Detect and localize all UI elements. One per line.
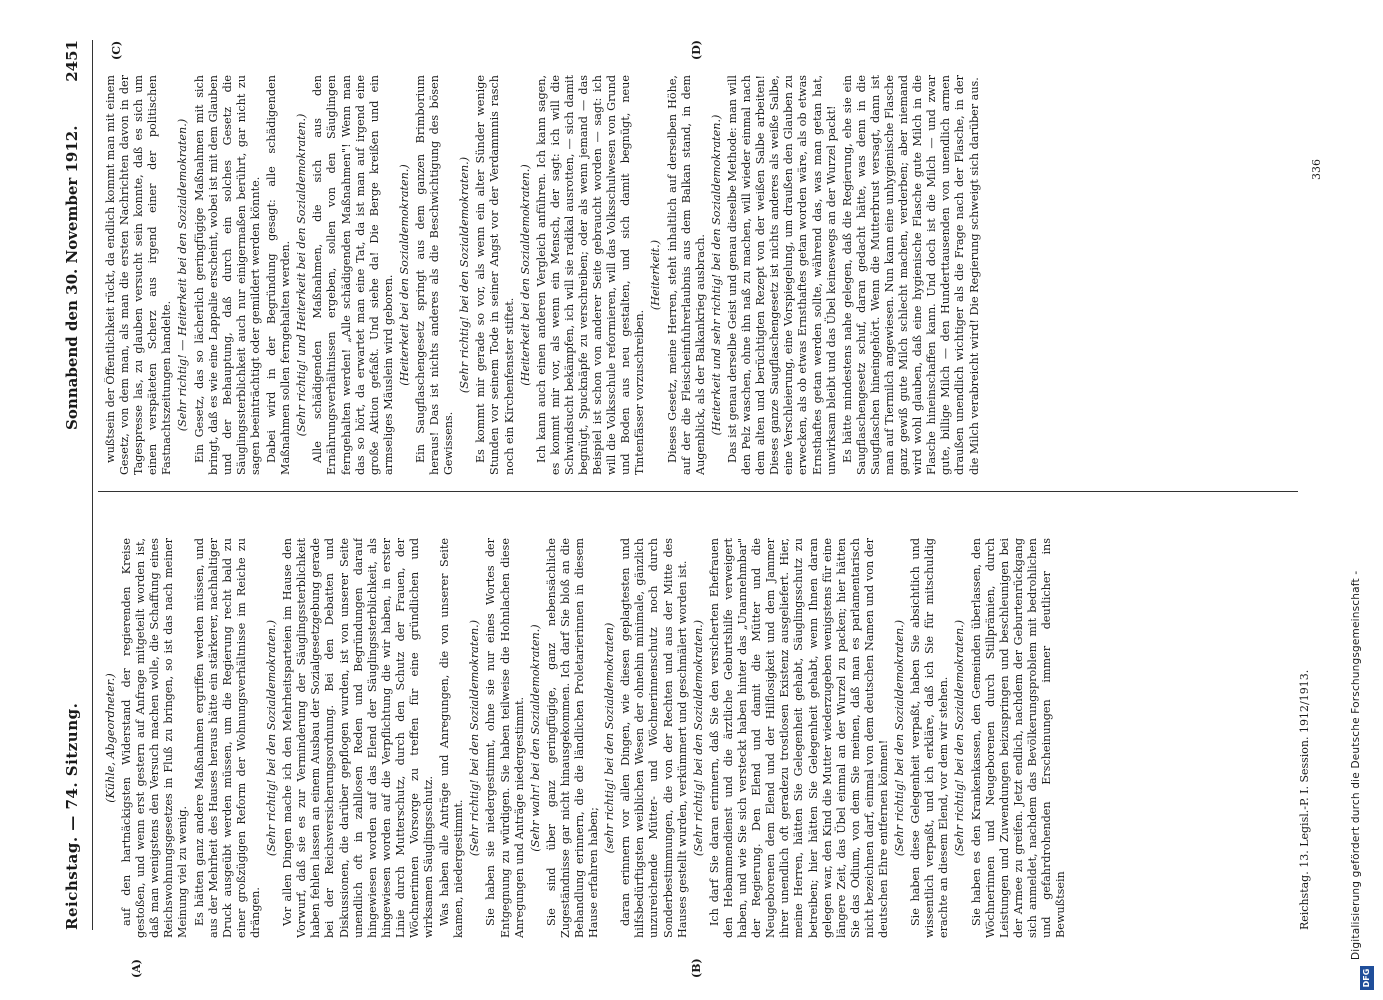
paragraph: Vor allen Dingen mache ich den Mehrheitsparteien im Hause den Vorwurf, daß sie es zur Verminderung der Säuglingssterblichkeit haben fehlen lassen an einem Ausbau der Sozialgesetzgebung gerade bei der Reichsversicherungsordnung. Bei den Debatten und Diskussionen, die darüber gepflogen wurden, ist von unserer Seite unendlich oft in zahllosen Reden und Begründungen darauf hingewiesen worden auf das Elend der Säuglingssterblichkeit, als hingewiesen worden auf die Verpflichtung die wir haben, in erster Linie durch Mutterschutz, durch den Schutz der Frauen, der Wöchnerinnen Vorsorge zu treffen für eine gründlichen und wirksamen Säuglingsschutz. (281, 538, 436, 938)
paragraph: (Sehr wahr! bei den Sozialdemokraten.) (528, 624, 542, 852)
header-right: Sonnabend den 30. November 1912. (63, 125, 81, 430)
paragraph: Sie haben diese Gelegenheit verpaßt, haben Sie absichtlich und wissentlich verpaßt, und ich erkläre, daß ich Sie für mitschuldig erachte an diesem Elend, vor dem wir stehen. (909, 538, 951, 938)
paragraph: Es hätten ganz andere Maßnahmen ergriffen werden müssen, und aus der Mehrheit des Hauses heraus hätte ein stärkerer, nachhaltiger Druck ausgeübt werden müssen, um die Regierung recht bald zu einer großzügigen Reform der Wohnungsverhältnisse im Reiche zu drängen. (192, 538, 262, 938)
digitization-note: Digitalisierung gefördert durch die Deutsche Forschungsgemeinschaft - (1350, 570, 1362, 960)
paragraph: Ich kann auch einen anderen Vergleich anführen. Ich kann sagen, es kommt mir vor, als wenn ein Mensch, der sagt: ich will die Schwindsucht bekämpfen, ich will sie radikal ausrotten, — sich damit begnügt, Spucknäpfe zu verschreiben; oder als wenn jemand — das Beispiel ist schon von anderer Seite gebraucht worden — sagt: ich will die Volksschule reformieren, will das Volksschulwesen von Grund und Boden aus neu gestalten, und sich damit begnügt, neue Tintenfässer vorzuschreiben. (534, 75, 647, 475)
paragraph: Was haben alle Anträge und Anregungen, die von unserer Seite kamen, niedergestimmt. (438, 538, 466, 938)
margin-marker-d: (D) (690, 40, 703, 60)
paragraph: Ich darf Sie daran erinnern, daß Sie den versicherten Ehefrauen den Hebammendienst und die ärztliche Geburtshilfe verweigert haben, und wie Sie sich versteckt haben hinter das „Unannehmbar" der Regierung. Den Elend und damit die Mütter und die Neugeborenen dem Elend und der Hilflosigkeit und dem Jammer ihrer unendlich oft geradezu trostlosen Existenz ausgeliefert. Hier, meine Herren, hätten Sie Gelegenheit gehabt, Säuglingsschutz zu betreiben; hier hätten Sie Gelegenheit gehabt, wenn Ihnen daran gelegen war, den Kind die Mutter wiederzugeben wenigstens für eine längere Zeit, das Übel einmal an der Wurzel zu packen; hier hätten Sie das Odium, von dem Sie meinen, daß man es parlamentarisch nicht bezeichnen darf, einmal von dem deutschen Namen und von der deutschen Ehre entfernen können! (707, 538, 890, 938)
margin-marker-a: (A) (130, 959, 143, 978)
header-rule (92, 40, 93, 930)
paragraph: (Sehr richtig! bei den Sozialdemokraten.) (893, 619, 907, 857)
paragraph: (Heiterkeit und sehr richtig! bei den Sozialdemokraten.) (709, 114, 723, 436)
paragraph: (Sehr richtig! bei den Sozialdemokraten.) (691, 619, 705, 857)
paragraph: Dieses Gesetz, meine Herren, steht inhaltlich auf derselben Höhe, auf der die Fleischeinfuhrerlaubnis aus dem Balkan stand, in dem Augenblick, als der Balkankrieg ausbrach. (665, 75, 707, 475)
paragraph: Das ist genau derselbe Geist und genau dieselbe Methode: man will den Pelz waschen, ohne ihn naß zu machen, will wieder einmal nach dem alten und berüchtigten Rezept von der weißen Salbe arbeiten! Dieses ganze Saugflaschengesetz ist nichts anderes als weiße Salbe, eine Verschleierung, eine Vorspiegelung, um draußen den Glauben zu erwecken, als ob etwas Ernsthaftes getan worden wäre, als ob etwas Ernsthaftes getan werden sollte, während das, was man getan hat, unwirksam bleibt und das Übel keineswegs an der Wurzel packt! (725, 75, 838, 475)
paragraph: (Kühle, Abgeordneter.) (104, 673, 117, 803)
header-left: Reichstag. — 74. Sitzung. (63, 702, 81, 930)
paragraph: Es hätte mindestens nahe gelegen, daß die Regierung, ehe sie ein Saugflaschengesetz schuf, daran gedacht hätte, was denn in die Saugflaschen hineingehört. Wenn die Mutterbrust versagt, dann ist man auf Tiermilch angewiesen. Nun kann eine unhygienische Flasche ganz gewiß gute Milch schlecht machen, verderben; aber niemand wird wohl glauben, daß eine hygienische Flasche gute Milch in die Flasche hineinschaffen kann. Und doch ist die Milch — und zwar gute, billige Milch — den Hunderttausenden von unendlich armen draußen unendlich wichtiger als die Frage nach der Flasche, in der die Milch verabreicht wird! Die Regierung schweigt sich darüber aus. (840, 75, 981, 475)
signature-number: 336 (1310, 159, 1323, 180)
paragraph: daran erinnern vor allen Dingen, wie diesen geplagtesten und hilfsbedürftigsten weiblichen Wesen der ohnehin minimale, gänzlich unzureichende Mütter- und Wöchnerinnenschutz noch durch Sonderbestimmungen, die von der Rechten und aus der Mitte des Hauses gestellt wurden, verkümmert und geschmälert worden ist. (619, 538, 689, 938)
page-footer: Reichstag. 13. Legisl.-P. I. Session. 1912/1913. (1298, 669, 1311, 930)
paragraph: (Sehr richtig! bei den Sozialdemokraten.) (468, 619, 482, 857)
column-divider (98, 491, 1298, 492)
paragraph: Dabei wird in der Begründung gesagt: alle schädigenden Maßnahmen sollen ferngehalten werden. (265, 75, 293, 475)
paragraph: (Sehr richtig! bei den Sozialdemokraten.) (953, 619, 967, 857)
paragraph: Sie sind über ganz geringfügige, ganz nebensächliche Zugeständnisse gar nicht hinausgekommen. Ich darf Sie bloß an die Behandlung erinnern, die die ländlichen Proletarierinnen in diesem Hause erfahren haben; (544, 538, 601, 938)
paragraph: (Heiterkeit.) (649, 239, 663, 311)
paragraph: (Heiterkeit bei den Sozialdemokraten.) (397, 164, 411, 386)
page-header (55, 40, 89, 980)
margin-marker-c: (C) (110, 40, 123, 60)
paragraph: Es kommt mir gerade so vor, als wenn ein alter Sünder wenige Stunden vor seinem Tode in seiner Angst vor der Verdammnis rasch noch ein Kirchenfenster stiftet. (474, 75, 516, 475)
paragraph: (Sehr richtig! und Heiterkeit bei den Sozialdemokraten.) (295, 113, 309, 437)
paragraph: wußtsein der Öffentlichkeit rückt, da endlich kommt man mit einem Gesetz, von dem man, als man die ersten Nachrichten davon in der Tagespresse las, zu glauben versucht sein konnte, daß es sich um einen verspäteten Scherz aus irgend einer der politischen Fastnachtszeitungen handelte. (104, 75, 174, 475)
paragraph: Ein Saugflaschengesetz springt aus dem ganzen Brimborium heraus! Das ist nichts anderes als die Beschwichtigung des bösen Gewissens. (413, 75, 456, 475)
margin-marker-b: (B) (690, 958, 703, 978)
paragraph: Sie haben sie niedergestimmt, ohne sie nur eines Wortes der Entgegnung zu würdigen. Sie haben teilweise die Hohnlachen diese Anregungen und Anträge niedergestimmt. (484, 538, 526, 938)
paragraph: Sie haben es den Krankenkassen, den Gemeinden überlassen, den Wöchnerinnen und Neugeborenen durch Stillprämien, durch Leistungen und Zuwendungen beizuspringen und beschleunigen bei der Armee zu greifen. Jetzt endlich, nachdem der Geburtenrückgang sich anmeldet, nachdem das Bevölkerungsproblem mit bedrohlichen und gefahrdrohenden Erscheinungen immer deutlicher ins Bewußtsein (969, 538, 1068, 938)
paragraph: (sehr richtig! bei den Sozialdemokraten) (603, 622, 617, 854)
page-number: 2451 (63, 40, 81, 82)
paragraph: (Sehr richtig! — Heiterkeit bei den Sozialdemokraten.) (176, 118, 190, 432)
paragraph: Ein Gesetz, das so lächerlich geringfügige Maßnahmen mit sich bringt, daß es wie eine Lappalie erscheint, wobei ist mit dem Glauben und der Behauptung, daß durch ein solches Gesetz die Säuglingssterblichkeit auch nur einigermaßen berührt, gar nicht zu sagen beeinträchtigt oder gemildert werden könnte. (192, 75, 262, 475)
paragraph: (Sehr richtig! bei den Sozialdemokraten.) (265, 619, 279, 857)
dfg-logo: DFG (1360, 966, 1374, 990)
paragraph: (Sehr richtig! bei den Sozialdemokraten.) (458, 156, 472, 394)
paragraph: auf den hartnäckigsten Widerstand der regierenden Kreise gestoßen, und wenn erst gestern auf Anfrage mitgeteilt worden ist, daß man wenigstens den Versuch machen wolle, die Schaffung eines Reichswohnungsgesetzes in Fluß zu bringen, so ist das nach meiner Meinung viel zu wenig. (120, 538, 190, 938)
paragraph: (Heiterkeit bei den Sozialdemokraten.) (518, 164, 532, 386)
left-column (104, 538, 1289, 938)
right-column (104, 75, 1289, 475)
paragraph: Alle schädigenden Maßnahmen, die sich aus den Ernährungsverhältnissen ergeben, sollen von den Säuglingen ferngehalten werden! „Alle schädigenden Maßnahmen"! Wenn man das so hört, da erwartet man eine Tat, da ist man auf irgend eine große Aktion gefaßt. Und siehe da! Die Berge kreißen und ein armseliges Mäuslein wird geboren. (311, 75, 395, 475)
